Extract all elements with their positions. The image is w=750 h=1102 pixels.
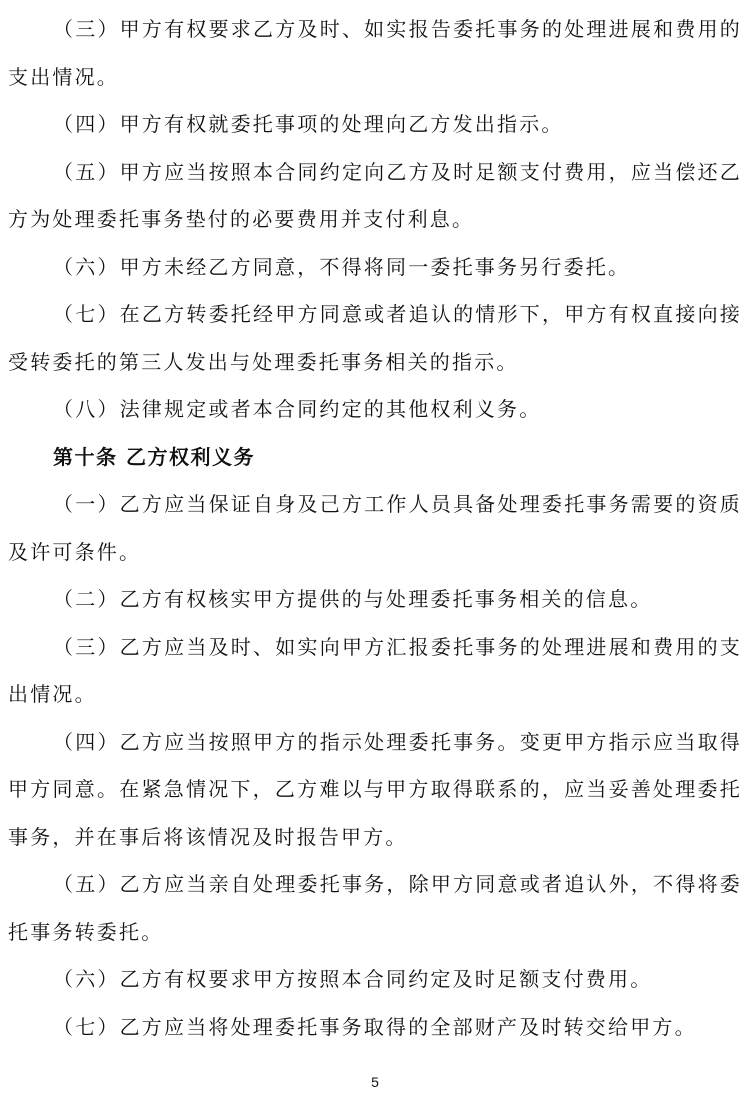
clause-paragraph: （四）乙方应当按照甲方的指示处理委托事务。变更甲方指示应当取得甲方同意。在紧急情况下，乙方难以与甲方取得联系的，应当妥善处理委托事务，并在事后将该情况及时报告甲方。: [8, 729, 742, 849]
clause-paragraph: （三）甲方有权要求乙方及时、如实报告委托事务的处理进展和费用的支出情况。: [8, 17, 742, 89]
clause-paragraph: （五）甲方应当按照本合同约定向乙方及时足额支付费用，应当偿还乙方为处理委托事务垫付的必要费用并支付利息。: [8, 159, 742, 231]
page-number: 5: [371, 1074, 379, 1090]
clause-paragraph: （三）乙方应当及时、如实向甲方汇报委托事务的处理进展和费用的支出情况。: [8, 634, 742, 706]
section-heading: 第十条 乙方权利义务: [53, 444, 255, 469]
clause-paragraph: （七）乙方应当将处理委托事务取得的全部财产及时转交给甲方。: [53, 1014, 697, 1039]
clause-paragraph: （六）乙方有权要求甲方按照本合同约定及时足额支付费用。: [53, 967, 653, 991]
clause-paragraph: （八）法律规定或者本合同约定的其他权利义务。: [53, 397, 542, 421]
clause-paragraph: （五）乙方应当亲自处理委托事务，除甲方同意或者追认外，不得将委托事务转委托。: [8, 872, 742, 944]
clause-paragraph: （七）在乙方转委托经甲方同意或者追认的情形下，甲方有权直接向接受转委托的第三人发出与处理委托事务相关的指示。: [8, 302, 742, 374]
clause-paragraph: （四）甲方有权就委托事项的处理向乙方发出指示。: [53, 112, 564, 136]
clause-paragraph: （六）甲方未经乙方同意，不得将同一委托事务另行委托。: [53, 254, 631, 279]
clause-paragraph: （二）乙方有权核实甲方提供的与处理委托事务相关的信息。: [53, 587, 653, 611]
clause-paragraph: （一）乙方应当保证自身及己方工作人员具备处理委托事务需要的资质及许可条件。: [8, 492, 742, 564]
